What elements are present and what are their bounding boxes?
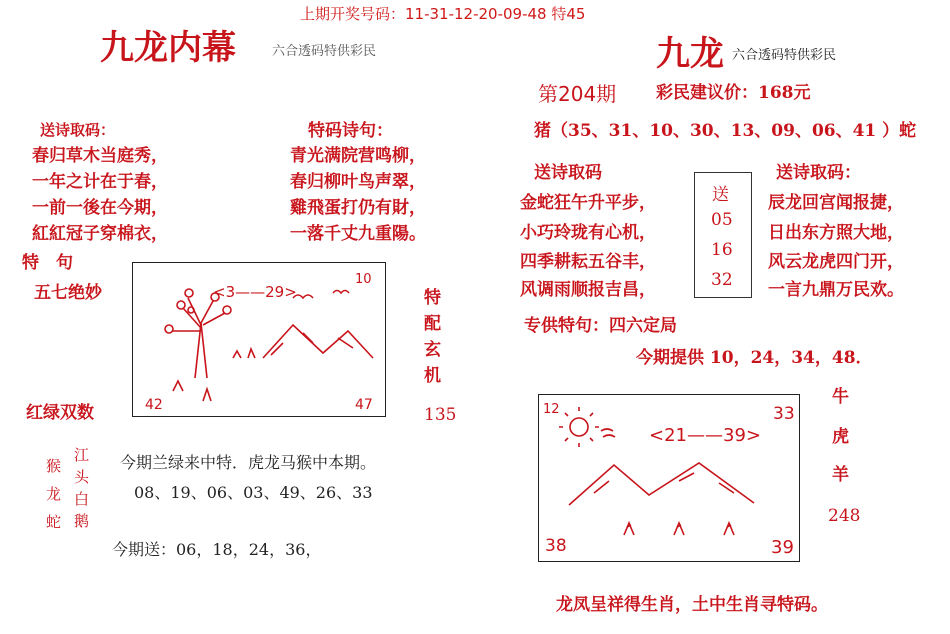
suggested-price: 彩民建议价：168元 (656, 83, 811, 103)
right-sketch-top-right: 33 (773, 404, 795, 424)
side-col2-1: 江 (74, 446, 90, 464)
vertical-char-1: 特 (424, 288, 441, 308)
side-col2-2: 头 (74, 468, 90, 486)
side-col1-3: 蛇 (46, 513, 62, 531)
last-draw-result: 上期开奖号码：11-31-12-20-09-48 特45 (300, 5, 586, 23)
special-poem-line-2: 春归柳叶鸟声翠， (290, 172, 426, 192)
right-poem-right-3: 风云龙虎四门开， (768, 252, 904, 272)
side-col1-1: 猴 (46, 457, 62, 475)
side-animal-3: 羊 (832, 465, 849, 485)
box-number-3: 32 (711, 270, 733, 290)
number-248: 248 (828, 506, 861, 526)
left-sketch-bottom-right: 47 (355, 397, 373, 413)
issue-number: 第204期 (538, 82, 617, 106)
special-poem-heading: 特码诗句： (308, 121, 393, 141)
send-poem-heading-left: 送诗取码 (534, 163, 602, 183)
right-poem-left-4: 风调雨顺报吉昌， (520, 280, 656, 300)
left-message: 今期兰绿来中特．虎龙马猴中本期。 (120, 453, 377, 472)
left-sketch-drawing (133, 263, 385, 416)
number-135: 135 (424, 405, 457, 425)
box-number-2: 16 (711, 240, 733, 260)
red-green-even: 红绿双数 (26, 403, 94, 423)
left-poem-line-2: 一年之计在于春， (32, 172, 168, 192)
left-subtitle: 六合透码特供彩民 (272, 44, 377, 59)
left-poem-line-3: 一前一後在今期， (32, 198, 168, 218)
vertical-char-3: 玄 (424, 340, 441, 360)
right-footer: 龙凤呈祥得生肖，土中生肖寻特码。 (556, 595, 828, 615)
left-sketch-bottom-left: 42 (145, 397, 163, 413)
side-animal-1: 牛 (832, 387, 849, 407)
special-poem-line-3: 雞飛蛋打仍有財， (290, 198, 426, 218)
side-col2-3: 白 (74, 490, 90, 508)
left-numbers: 08、19、06、03、49、26、33 (134, 483, 373, 502)
left-sketch-top-right: 10 (355, 272, 372, 287)
today-provide: 今期提供 10，24，34，48． (636, 348, 873, 368)
right-poem-left-2: 小巧玲珑有心机， (520, 223, 656, 243)
right-sketch-bottom-right: 39 (771, 537, 794, 558)
pig-snake-numbers: 猪（35、31、10、30、13、09、06、41 ）蛇 (534, 121, 917, 141)
right-poem-right-4: 一言九鼎万民欢。 (768, 280, 904, 300)
side-col1-2: 龙 (46, 485, 62, 503)
right-poem-right-2: 日出东方照大地， (768, 223, 904, 243)
today-send: 今期送：06，18，24，36， (112, 540, 322, 559)
right-poem-left-1: 金蛇狂午升平步， (520, 193, 656, 213)
right-poem-left-3: 四季耕耘五谷丰， (520, 252, 656, 272)
left-poem-line-4: 紅紅冠子穿棉衣， (32, 224, 168, 244)
right-title: 九龙 (656, 34, 724, 74)
left-poem-line-1: 春归草木当庭秀， (32, 146, 168, 166)
left-sketch-range: <3——29> (213, 283, 297, 301)
special-poem-line-1: 青光满院营鸣柳， (290, 146, 426, 166)
right-sketch-top-left: 12 (543, 402, 560, 417)
right-subtitle: 六合透码特供彩民 (732, 48, 837, 63)
left-title: 九龙内幕 (100, 28, 236, 68)
send-poem-heading-right: 送诗取码： (776, 163, 861, 183)
box-send-label: 送 (712, 185, 729, 205)
special-phrase: 专供特句：四六定局 (524, 316, 677, 336)
right-sketch-bottom-left: 38 (545, 536, 567, 556)
right-sketch-range: <21——39> (649, 425, 761, 446)
left-poem-heading: 送诗取码： (40, 121, 116, 139)
side-animal-2: 虎 (832, 427, 849, 447)
side-col2-4: 鹅 (74, 512, 90, 530)
vertical-char-4: 机 (424, 366, 441, 386)
wuqi-label: 五七绝妙 (34, 283, 102, 303)
right-poem-right-1: 辰龙回宫闻报捷， (768, 193, 904, 213)
right-sketch-drawing (539, 395, 799, 561)
te-ju-label: 特 句 (22, 253, 73, 273)
box-number-1: 05 (711, 210, 733, 230)
special-poem-line-4: 一落千丈九重陽。 (290, 224, 426, 244)
vertical-char-2: 配 (424, 314, 441, 334)
